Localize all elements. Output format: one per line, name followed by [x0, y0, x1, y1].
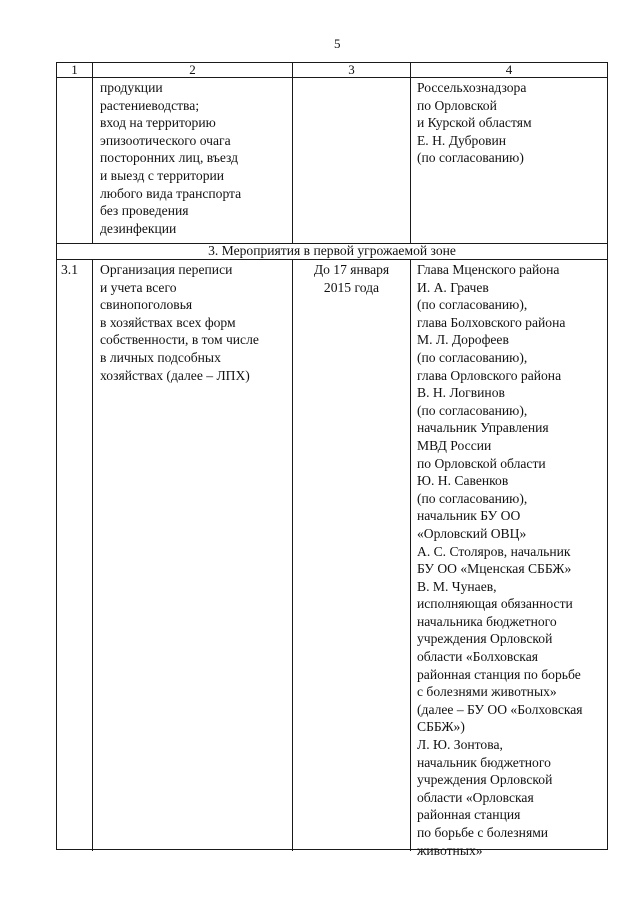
- header-bottom-line: [57, 77, 607, 78]
- column-divider: [92, 63, 93, 243]
- column-divider: [410, 63, 411, 243]
- row-responsible: Глава Мценского района И. А. Грачев (по согласованию), глава Болховского района М. Л. Дорофеев (по согласованию), глава Орловского района В. Н. Логвинов (по согласованию), начальник Управления МВД России по Орловской области Ю. Н. Савенков (по согласованию), начальник БУ ОО «Орловский ОВЦ» А. С. Столяров, начальник БУ ОО «Мценская СББЖ» В. М. Чунаев, исполняющая обязанности начальника бюджетного учреждения Орловской области «Болховская районная станция по борьбе с болезнями животных» (далее – БУ ОО «Болховская СББЖ») Л. Ю. Зонтова, начальник бюджетного учреждения Орловской области «Орловская районная станция по борьбе с болезнями животных»: [417, 262, 583, 858]
- column-divider: [292, 259, 293, 851]
- header-col-3: 3: [348, 62, 355, 77]
- row-measure: Организация переписи и учета всего свинопоголовья в хозяйствах всех форм собственности, в том числе в личных подсобных хозяйствах (далее – ЛПХ): [100, 262, 259, 383]
- continued-row-measure: продукции растениеводства; вход на территорию эпизоотического очага посторонних лиц, въезд и выезд с территории любого вида транспорта без проведения дезинфекции: [100, 80, 242, 236]
- measures-table: [56, 62, 608, 858]
- header-col-2: 2: [189, 62, 196, 77]
- header-col-4: 4: [505, 62, 513, 77]
- row-number: 3.1: [61, 262, 78, 277]
- row-deadline: До 17 января 2015 года: [313, 262, 390, 295]
- header-col-1: 1: [71, 62, 78, 77]
- section-title: 3. Мероприятия в первой угрожаемой зоне: [208, 243, 456, 258]
- column-divider: [292, 63, 293, 243]
- section-bottom-line: [57, 259, 607, 260]
- column-divider: [92, 259, 93, 851]
- column-divider: [410, 259, 411, 851]
- continued-row-responsible: Россельхознадзора по Орловской и Курской областям Е. Н. Дубровин (по согласованию): [417, 80, 532, 166]
- page-number: 5: [334, 36, 341, 51]
